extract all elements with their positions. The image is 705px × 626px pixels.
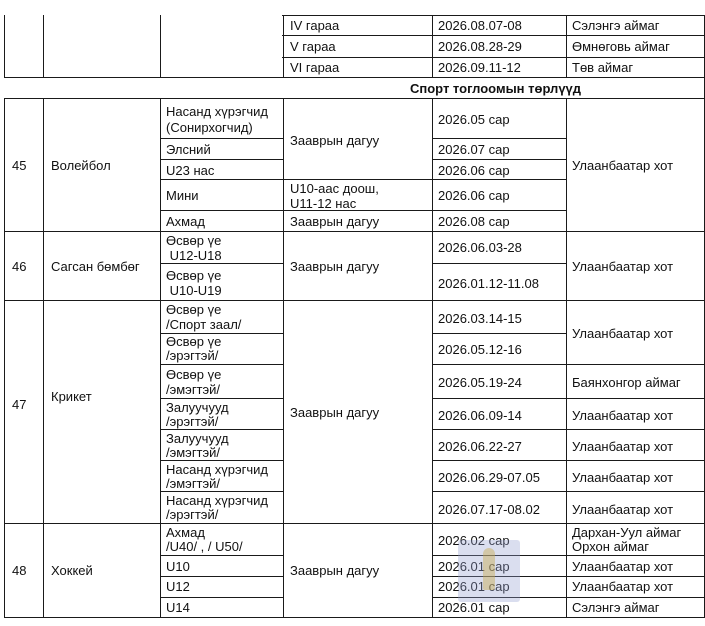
category-cell: Элсний [166,142,211,157]
table-line [432,398,705,399]
date-cell: 2026.01 сар [438,600,510,615]
date-cell: 2026.08 сар [438,214,510,229]
table-line [43,15,44,77]
date-cell: 2026.05 сар [438,112,510,127]
table-line [283,98,284,617]
location-cell: Улаанбаатар хот [572,326,674,341]
table-line [4,98,705,99]
table-line [160,179,566,180]
category-cell: Ахмад [166,214,205,229]
date-cell: 2026.07 сар [438,142,510,157]
category-cell: U10 [166,559,190,574]
table-line [432,15,433,77]
category-cell: Насанд хүрэгчид [166,493,268,508]
location-cell: Улаанбаатар хот [572,259,674,274]
table-line [566,15,567,77]
category-cell: U10-U19 [166,283,222,298]
date-cell: 2026.05.19-24 [438,375,522,390]
category-cell: Насанд хүрэгчид [166,104,268,119]
location-cell: Улаанбаатар хот [572,502,674,517]
table-line [4,77,705,78]
sport-number: 48 [12,563,27,578]
location-cell: Дархан-Уул аймаг [572,525,682,540]
category-cell: /эмэгтэй/ [166,445,221,460]
category-cell: Ахмад [166,525,205,540]
date-cell: 2026.06 сар [438,188,510,203]
table-line [4,231,705,232]
table-line [4,98,5,617]
sport-number: 45 [12,158,27,173]
rules-cell: Зааврын дагуу [290,133,380,148]
date-cell: 2026.06.09-14 [438,408,522,423]
rules-cell: Зааврын дагуу [290,259,380,274]
table-line [160,555,284,556]
location-cell: Сэлэнгэ аймаг [572,18,660,33]
table-line [432,429,705,430]
category-cell: /эрэгтэй/ [166,507,219,522]
rules-cell: Зааврын дагуу [290,405,380,420]
stage-cell: IV гараа [290,18,340,33]
location-cell: Төв аймаг [572,60,634,75]
watermark-stamp-icon [458,540,520,602]
date-cell: 2026.06.03-28 [438,240,522,255]
category-cell: (Сонирхогчид) [166,120,253,135]
table-line [160,398,284,399]
date-cell: 2026.07.17-08.02 [438,502,540,517]
table-line [160,138,284,139]
table-line [432,263,566,264]
category-cell: U14 [166,600,190,615]
table-line [432,491,705,492]
table-line [160,597,284,598]
date-cell: 2026.01 сар [438,579,510,594]
category-cell: /эрэгтэй/ [166,348,219,363]
sport-number: 47 [12,397,27,412]
table-line [160,15,161,77]
table-line [160,159,284,160]
category-cell: /U40/ , / U50/ [166,539,243,554]
category-cell: Залуучууд [166,400,229,415]
table-line [160,491,284,492]
category-cell: U12-U18 [166,248,222,263]
date-cell: 2026.08.28-29 [438,39,522,54]
location-cell: Улаанбаатар хот [572,408,674,423]
table-line [4,523,705,524]
sport-number: 46 [12,259,27,274]
table-line [282,15,705,16]
table-line [432,138,566,139]
date-cell: 2026.01 сар [438,559,510,574]
location-cell: Баянхонгор аймаг [572,375,681,390]
category-cell: Мини [166,188,199,203]
table-line [432,98,433,617]
rules-cell: U10-аас доош, [290,181,379,196]
stage-cell: VI гараа [290,60,340,75]
category-cell: Өсвөр үе [166,334,222,349]
sport-name: Волейбол [51,158,111,173]
category-cell: Насанд хүрэгчид [166,462,268,477]
section-title: Спорт тоглоомын төрлүүд [410,81,582,96]
date-cell: 2026.01.12-11.08 [438,276,539,291]
table-line [4,617,705,618]
date-cell: 2026.06 сар [438,163,510,178]
location-cell: Сэлэнгэ аймаг [572,600,660,615]
sport-name: Хоккей [51,563,93,578]
date-cell: 2026.05.12-16 [438,342,522,357]
table-line [160,460,284,461]
category-cell: Өсвөр үе [166,268,222,283]
table-line [4,15,5,77]
table-line [432,364,705,365]
table-line [282,35,705,36]
table-line [432,333,566,334]
location-cell: Улаанбаатар хот [572,579,674,594]
location-cell: Улаанбаатар хот [572,158,674,173]
table-line [432,159,566,160]
table-line [283,15,284,77]
stage-cell: V гараа [290,39,336,54]
rules-cell: U11-12 нас [290,196,357,211]
rules-cell: Зааврын дагуу [290,214,380,229]
date-cell: 2026.06.22-27 [438,439,522,454]
table-line [160,98,161,617]
table-line [160,429,284,430]
category-cell: /эмэгтэй/ [166,382,221,397]
location-cell: Улаанбаатар хот [572,559,674,574]
category-cell: U23 нас [166,163,215,178]
date-cell: 2026.06.29-07.05 [438,470,540,485]
category-cell: Өсвөр үе [166,233,222,248]
date-cell: 2026.08.07-08 [438,18,522,33]
category-cell: Залуучууд [166,431,229,446]
table-line [566,98,567,617]
date-cell: 2026.09.11-12 [438,60,521,75]
table-line [160,210,566,211]
category-cell: Өсвөр үе [166,302,222,317]
sport-name: Крикет [51,389,92,404]
location-cell: Орхон аймаг [572,539,649,554]
sport-name: Сагсан бөмбөг [51,259,140,274]
rules-cell: Зааврын дагуу [290,563,380,578]
location-cell: Өмнөговь аймаг [572,39,670,54]
table-line [4,300,705,301]
date-cell: 2026.02 сар [438,533,510,548]
category-cell: /эмэгтэй/ [166,476,221,491]
table-line [160,576,284,577]
date-cell: 2026.03.14-15 [438,311,522,326]
location-cell: Улаанбаатар хот [572,470,674,485]
location-cell: Улаанбаатар хот [572,439,674,454]
table-line [160,364,284,365]
category-cell: U12 [166,579,190,594]
table-line [160,263,284,264]
category-cell: Өсвөр үе [166,367,222,382]
table-line [432,460,705,461]
category-cell: /Спорт заал/ [166,317,242,332]
table-line [282,57,705,58]
table-line [43,98,44,617]
category-cell: /эрэгтэй/ [166,414,219,429]
